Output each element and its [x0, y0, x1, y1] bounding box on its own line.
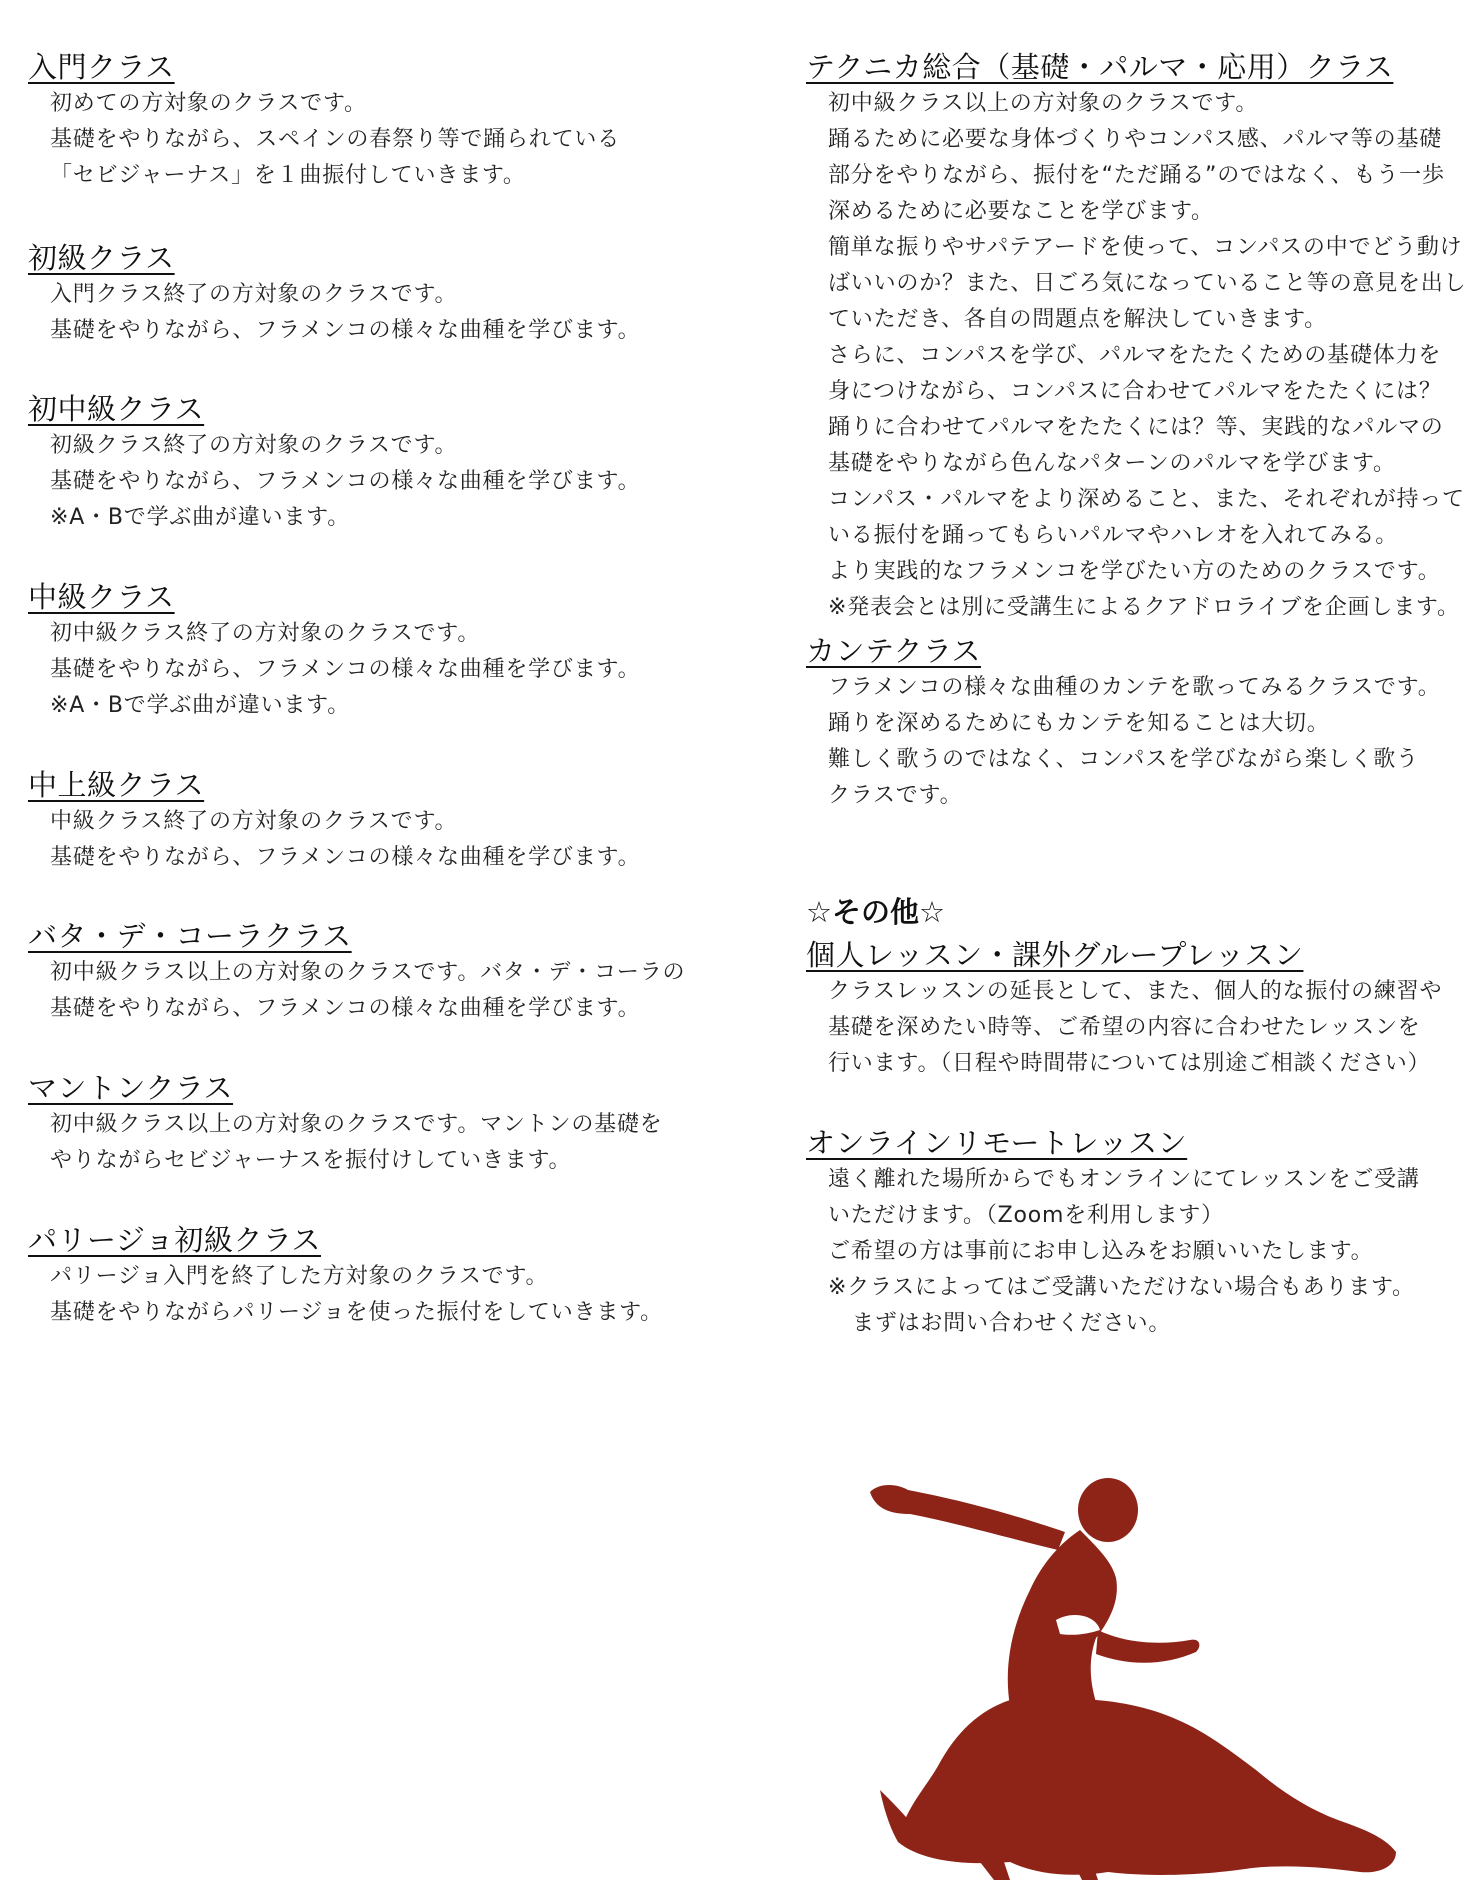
class-section-pre-intermediate	[28, 390, 728, 536]
body-line: より実践的なフラメンコを学びたい方のためのクラスです。	[828, 559, 1441, 584]
flamenco-dancer-silhouette	[860, 1470, 1400, 1880]
section-heading: 初中級クラス	[28, 392, 205, 426]
body-line: やりながらセビジャーナスを振付けしていきます。	[50, 1148, 572, 1173]
body-line: フラメンコの様々な曲種のカンテを歌ってみるクラスです。	[828, 675, 1441, 700]
section-body	[806, 670, 1476, 814]
class-section-bata-de-cola	[28, 917, 728, 1027]
body-line: 基礎をやりながら、フラメンコの様々な曲種を学びます。	[50, 469, 641, 494]
section-heading: 個人レッスン・課外グループレッスン	[806, 938, 1304, 972]
body-line: ※A・Bで学ぶ曲が違います。	[50, 693, 351, 718]
body-line: 初めての方対象のクラスです。	[50, 91, 367, 116]
section-body	[806, 1162, 1476, 1342]
body-line: いただけます。（Zoomを利用します）	[828, 1203, 1224, 1228]
body-line: ※発表会とは別に受講生によるクアドロライブを企画します。	[828, 595, 1460, 620]
body-line: ※A・Bで学ぶ曲が違います。	[50, 505, 351, 530]
class-section-palillos	[28, 1221, 728, 1331]
section-heading: 入門クラス	[28, 50, 175, 84]
body-line: ※クラスによってはご受講いただけない場合もあります。	[828, 1275, 1415, 1300]
body-line: ていただき、各自の問題点を解決していきます。	[828, 307, 1327, 332]
body-line: 基礎をやりながら、フラメンコの様々な曲種を学びます。	[50, 845, 641, 870]
body-line: 基礎をやりながらパリージョを使った振付をしていきます。	[50, 1300, 663, 1325]
section-body	[28, 1107, 728, 1179]
section-heading: 中上級クラス	[28, 768, 205, 802]
section-body	[806, 86, 1476, 626]
section-heading: オンラインリモートレッスン	[806, 1126, 1188, 1160]
class-section-beginner	[28, 48, 728, 194]
body-line: 初中級クラス終了の方対象のクラスです。	[50, 621, 481, 646]
body-line: 初中級クラス以上の方対象のクラスです。バタ・デ・コーラの	[50, 960, 686, 985]
body-line: 基礎をやりながら、フラメンコの様々な曲種を学びます。	[50, 318, 641, 343]
body-line: 行います。（日程や時間帯については別途ご相談ください）	[828, 1051, 1431, 1076]
body-line: クラスです。	[828, 783, 963, 808]
section-heading: カンテクラス	[806, 634, 981, 668]
class-section-upper-intermediate	[28, 766, 728, 876]
section-body	[28, 804, 728, 876]
class-section-online-lesson	[806, 1124, 1476, 1342]
section-heading: マントンクラス	[28, 1071, 234, 1105]
dancer-shape	[870, 1478, 1396, 1880]
body-line: 初級クラス終了の方対象のクラスです。	[50, 433, 458, 458]
body-line: 中級クラス終了の方対象のクラスです。	[50, 809, 458, 834]
body-line: 基礎をやりながら、フラメンコの様々な曲種を学びます。	[50, 657, 641, 682]
body-line: 入門クラス終了の方対象のクラスです。	[50, 282, 458, 307]
section-body	[28, 1259, 728, 1331]
body-line: 基礎をやりながら色んなパターンのパルマを学びます。	[828, 451, 1396, 476]
body-line: 初中級クラス以上の方対象のクラスです。マントンの基礎を	[50, 1112, 663, 1137]
section-heading: バタ・デ・コーラクラス	[28, 919, 352, 953]
body-line: 難しく歌うのではなく、コンパスを学びながら楽しく歌う	[828, 747, 1419, 772]
section-body	[806, 974, 1476, 1082]
body-line: 「セビジャーナス」を１曲振付していきます。	[50, 163, 526, 188]
section-heading: パリージョ初級クラス	[28, 1223, 321, 1257]
section-body	[28, 955, 728, 1027]
body-line: まずはお問い合わせください。	[852, 1311, 1172, 1336]
body-line: 基礎をやりながら、スペインの春祭り等で踊られている	[50, 127, 621, 152]
section-body	[28, 428, 728, 536]
body-line: ご希望の方は事前にお申し込みをお願いいたします。	[828, 1239, 1374, 1264]
body-line: 基礎をやりながら、フラメンコの様々な曲種を学びます。	[50, 996, 641, 1021]
class-section-private-lesson	[806, 936, 1476, 1082]
section-body	[28, 86, 728, 194]
body-line: 初中級クラス以上の方対象のクラスです。	[828, 91, 1259, 116]
class-section-tecnica	[806, 48, 1476, 626]
class-section-manton	[28, 1069, 728, 1179]
body-line: 身につけながら、コンパスに合わせてパルマをたたくには？	[828, 379, 1442, 404]
body-line: 基礎を深めたい時等、ご希望の内容に合わせたレッスンを	[828, 1015, 1421, 1040]
body-line: 深めるために必要なことを学びます。	[828, 199, 1214, 224]
body-line: パリージョ入門を終了した方対象のクラスです。	[50, 1264, 549, 1289]
body-line: さらに、コンパスを学び、パルマをたたくための基礎体力を	[828, 343, 1442, 368]
class-section-intermediate	[28, 578, 728, 724]
body-line: 踊りに合わせてパルマをたたくには？等、実践的なパルマの	[828, 415, 1444, 440]
body-line: 踊りを深めるためにもカンテを知ることは大切。	[828, 711, 1330, 736]
body-line: 簡単な振りやサパテアードを使って、コンパスの中でどう動け	[828, 235, 1463, 260]
body-line: いる振付を踊ってもらいパルマやハレオを入れてみる。	[828, 523, 1399, 548]
body-line: ばいいのか？また、日ごろ気になっていること等の意見を出し	[828, 271, 1467, 296]
section-heading: 中級クラス	[28, 580, 175, 614]
body-line: 踊るために必要な身体づくりやコンパス感、パルマ等の基礎	[828, 127, 1443, 152]
section-body	[28, 277, 728, 349]
section-heading: 初級クラス	[28, 241, 175, 275]
class-section-elementary	[28, 239, 728, 349]
body-line: 遠く離れた場所からでもオンラインにてレッスンをご受講	[828, 1167, 1420, 1192]
section-body	[28, 616, 728, 724]
section-heading: テクニカ総合（基礎・パルマ・応用）クラス	[806, 50, 1394, 84]
other-section-title: ☆その他☆	[806, 895, 945, 929]
body-line: 部分をやりながら、振付を“ただ踊る”のではなく、もう一歩	[828, 163, 1445, 188]
body-line: クラスレッスンの延長として、また、個人的な振付の練習や	[828, 979, 1443, 1004]
body-line: コンパス・パルマをより深めること、また、それぞれが持って	[828, 487, 1465, 512]
class-section-cante	[806, 632, 1476, 814]
